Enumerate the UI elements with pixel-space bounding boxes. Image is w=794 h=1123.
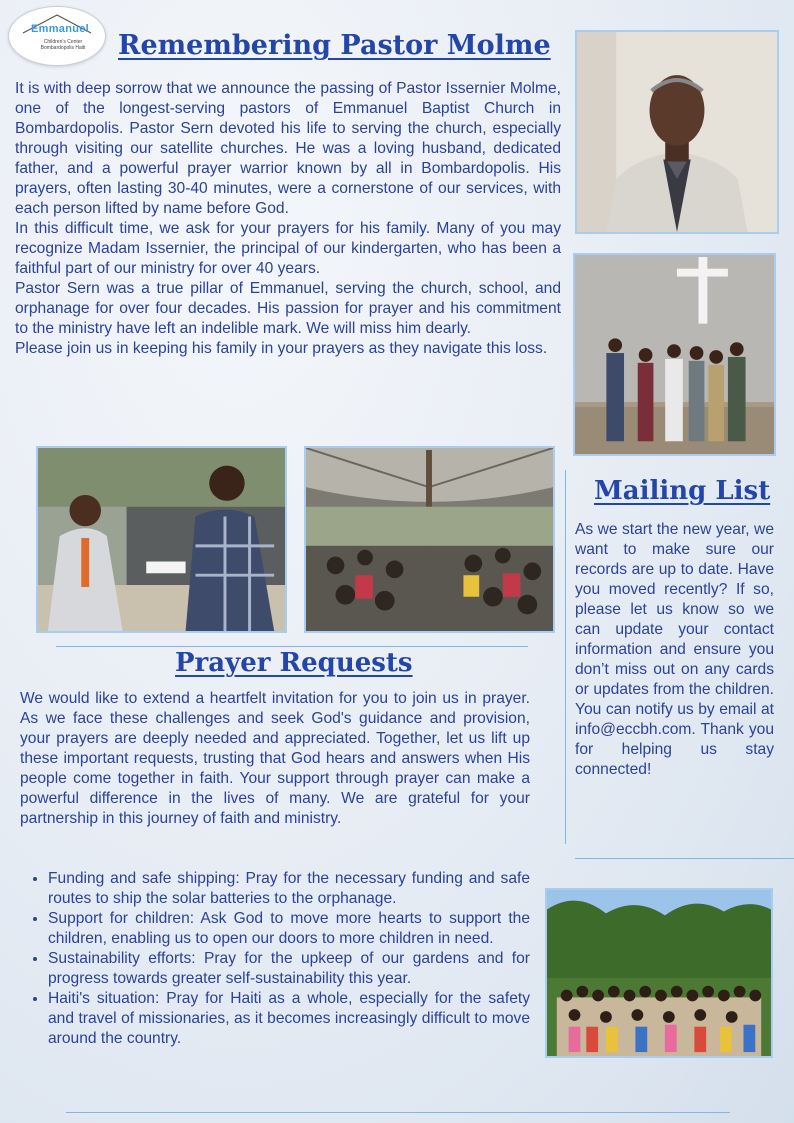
pastor-portrait-photo: [575, 30, 779, 234]
memorial-body: [15, 79, 561, 359]
prayer-item: • Haiti's situation: Pray for Haiti as a whole, especially for the safety and travel of missionaries, as it becomes increasingly difficult to move around the country.: [48, 989, 530, 1049]
gift-handover-photo: [36, 446, 287, 633]
prayer-item: • Sustainability efforts: Pray for the upkeep of our gardens and for progress towards greater self-sustainability this year.: [48, 949, 530, 989]
prayer-intro: We would like to extend a heartfelt invitation for you to join us in prayer. As we face these challenges and seek God's guidance and provision, your prayers are deeply needed and appreciated. Together, let us lift up these important requests, trusting that God hears and answers when His people come together in faith. Your support through prayer can make a powerful difference in the lives of many. We are grateful for your partnership in this journey of faith and ministry.: [20, 690, 530, 827]
memorial-paragraph: Pastor Sern was a true pillar of Emmanuel, serving the church, school, and orphanage for over four decades. His passion for prayer and his commitment to the ministry have left an indelible mark. We will miss him dearly.: [15, 280, 561, 337]
prayer-title: Prayer Requests: [175, 648, 413, 678]
mailing-title: Mailing List: [594, 476, 771, 506]
children-group-photo: [545, 888, 773, 1058]
prayer-item: • Funding and safe shipping: Pray for the necessary funding and safe routes to ship the solar batteries to the orphanage.: [48, 869, 530, 909]
bottom-divider: [66, 1112, 730, 1113]
emmanuel-logo: [8, 6, 106, 66]
mailing-bottom-rule: [575, 858, 794, 859]
mailing-side-rule: [565, 470, 566, 844]
section-divider: [56, 646, 528, 647]
prayer-item: • Support for children: Ask God to move more hearts to support the children, enabling us to open our doors to more children in need.: [48, 909, 530, 949]
church-group-photo: [573, 253, 776, 456]
memorial-title: Remembering Pastor Molme: [118, 30, 551, 61]
logo-name: Emmanuel: [31, 23, 90, 35]
tent-service-photo: [304, 446, 555, 633]
memorial-paragraph: In this difficult time, we ask for your prayers for his family. Many of you may recognize Madam Issernier, the principal of our kindergarten, who has been a faithful part of our ministry for over 40 years.: [15, 220, 561, 277]
memorial-paragraph: It is with deep sorrow that we announce the passing of Pastor Issernier Molme, one of the longest-serving pastors of Emmanuel Baptist Church in Bombardopolis. Pastor Sern devoted his life to serving the church, especially through visiting our satellite churches. He was a loving husband, dedicated father, and a powerful prayer warrior known by all in Bombardopolis. His prayers, often lasting 30-40 minutes, were a cornerstone of our services, with each person lifted by name before God.: [15, 80, 561, 217]
prayer-list: [20, 869, 530, 1049]
house-roof-icon: [9, 7, 105, 65]
memorial-paragraph: Please join us in keeping his family in your prayers as they navigate this loss.: [15, 340, 548, 357]
logo-subtitle: Children's Center Bombardopolis Haiti: [40, 39, 86, 51]
mailing-body: As we start the new year, we want to make sure our records are up to date. Have you moved recently? If so, please let us know so we can update your contact information and ensure you don’t miss out on any cards or updates from the children. You can notify us by email at info@eccbh.com. Thank you for helping us stay connected!: [575, 521, 774, 778]
